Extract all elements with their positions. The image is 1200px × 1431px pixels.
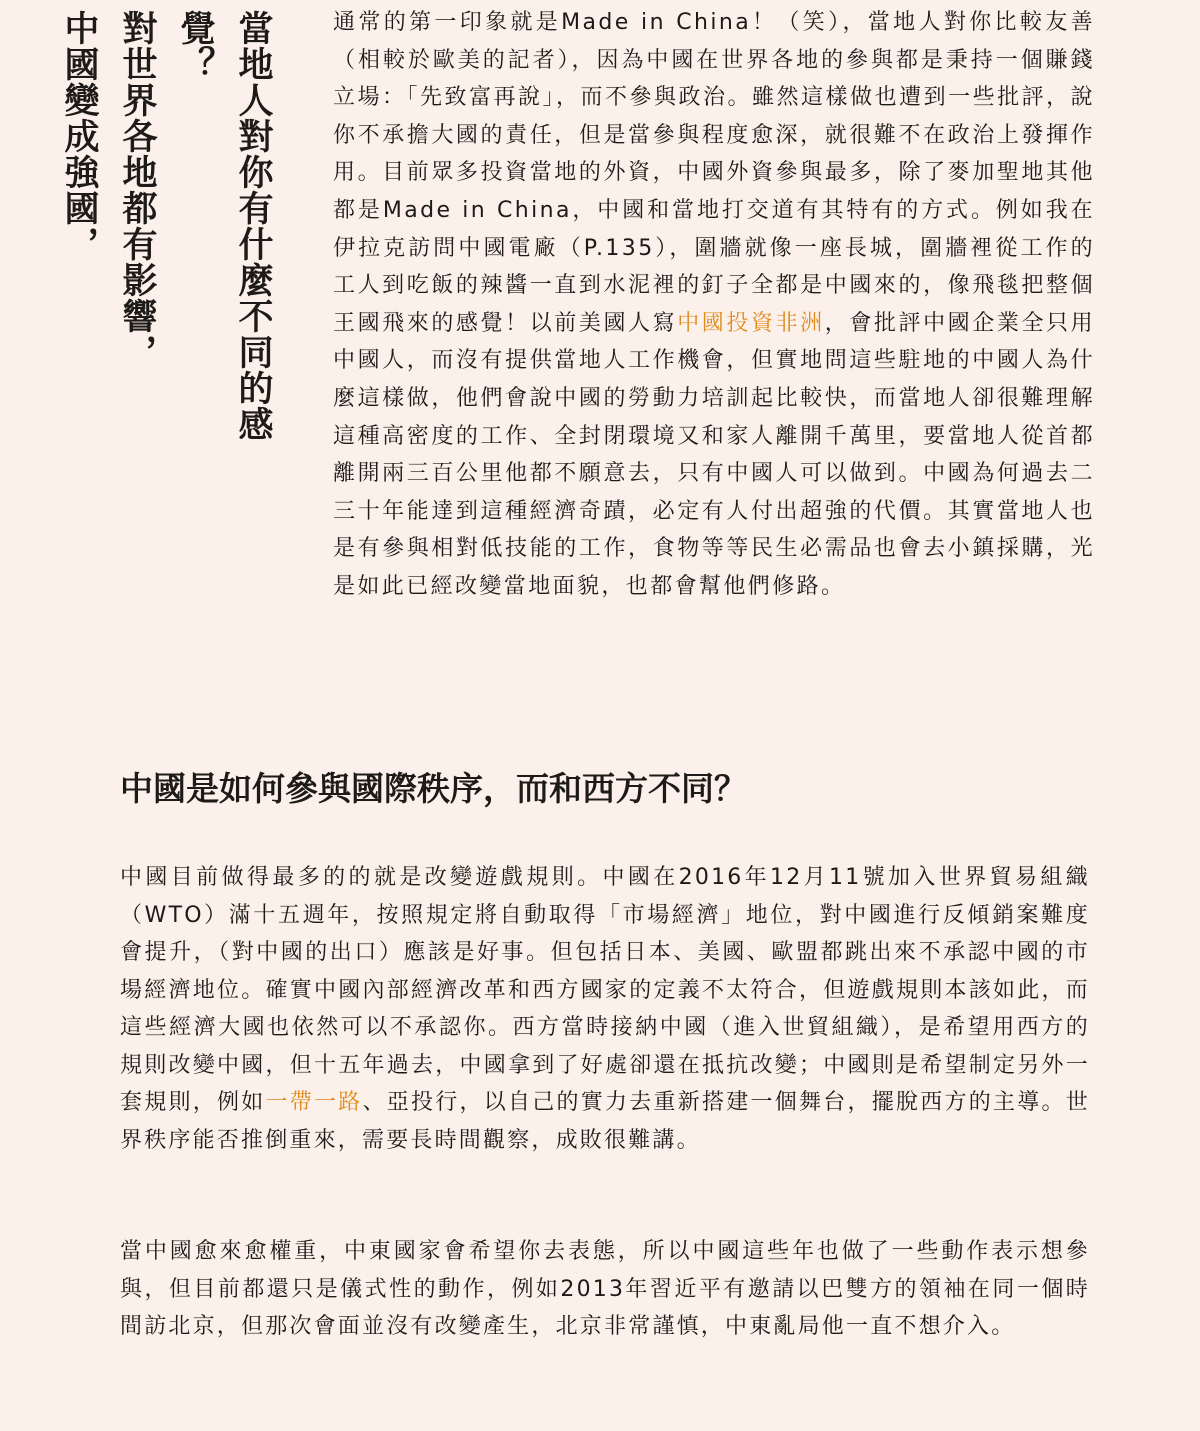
section-paragraph-2: 當中國愈來愈權重，中東國家會希望你去表態，所以中國這些年也做了一些動作表示想參與，但目前都還只是儀式性的動作，例如2013年習近平有邀請以巴雙方的領袖在同一個時間訪北京，但那次會面並沒有改變產生，北京非常謹慎，中東亂局他一直不想介入。 <box>120 1239 1090 1339</box>
intro-text-part-2: ，會批評中國企業全只用中國人，而沒有提供當地人工作機會，但實地問這些駐地的中國人為什麼這樣做，他們會說中國的勞動力培訓起比較快，而當地人卻很難理解這種高密度的工作、全封閉環境又和家人離開千萬里，要當地人從首都離開兩三百公里他都不願意去，只有中國人可以做到。中國為何過去二三十年能達到這種經濟奇蹟，必定有人付出超強的代價。其實當地人也是有參與相對低技能的工作，食物等等民生必需品也會去小鎮採購，光是如此已經改變當地面貌，也都會幫他們修路。 <box>333 310 1096 599</box>
pull-quote <box>50 10 282 510</box>
pull-quote-line-2: 對世界各地都有影響， <box>117 10 158 370</box>
pull-quote-line-1: 當地人對你有什麼不同的感覺？ <box>175 10 274 442</box>
section-paragraph-1-part-1: 中國目前做得最多的的就是改變遊戲規則。中國在2016年12月11號加入世界貿易組織（WTO）滿十五週年，按照規定將自動取得「市場經濟」地位，對中國進行反傾銷案難度會提升，（對中國的出口）應該是好事。但包括日本、美國、歐盟都跳出來不承認中國的市場經濟地位。確實中國內部經濟改革和西方國家的定義不太符合，但遊戲規則本該如此，而這些經濟大國也依然可以不承認你。西方當時接納中國（進入世貿組織），是希望用西方的規則改變中國，但十五年過去，中國拿到了好處卻還在抵抗改變；中國則是希望制定另外一套規則，例如 <box>120 865 1090 1115</box>
belt-and-road-link[interactable]: 一帶一路 <box>265 1090 363 1115</box>
pull-quote-line-3: 中國變成強國， <box>59 10 100 262</box>
intro-text-part-1: 通常的第一印象就是Made in China！（笑），當地人對你比較友善（相較於歐美的記者），因為中國在世界各地的參與都是秉持一個賺錢立場：「先致富再說」，而不參與政治。雖然這樣做也遭到一些批評，說你不承擔大國的責任，但是當參與程度愈深，就很難不在政治上發揮作用。目前眾多投資當地的外資，中國外資參與最多，除了麥加聖地其他都是Made in China，中國和當地打交道有其特有的方式。例如我在伊拉克訪問中國電廠（P.135），圍牆就像一座長城，圍牆裡從工作的工人到吃飯的辣醬一直到水泥裡的釘子全都是中國來的，像飛毯把整個王國飛來的感覺！以前美國人寫 <box>333 10 1095 336</box>
section-paragraph-1 <box>120 859 1090 1159</box>
china-investment-africa-link[interactable]: 中國投資非洲 <box>677 310 825 336</box>
section-paragraph-1-part-2: 、亞投行，以自己的實力去重新搭建一個舞台，擺脫西方的主導。世界秩序能否推倒重來，需要長時間觀察，成敗很難講。 <box>120 1090 1090 1153</box>
intro-paragraph <box>333 4 1095 606</box>
section-heading: 中國是如何參與國際秩序，而和西方不同？ <box>120 769 747 808</box>
